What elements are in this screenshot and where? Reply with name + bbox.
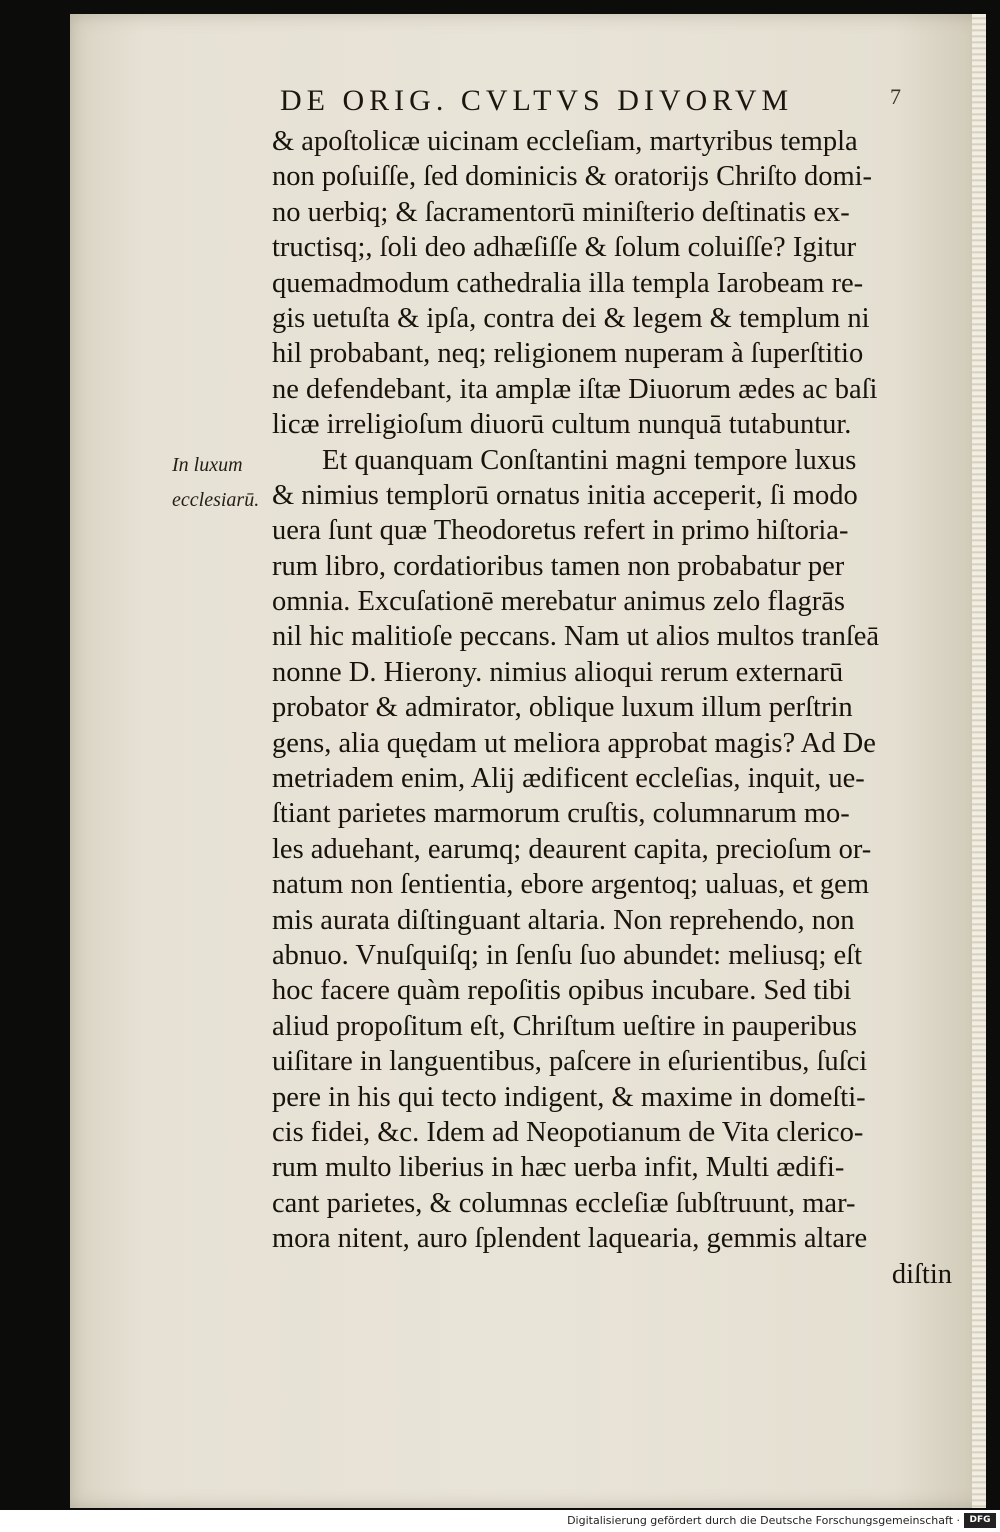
text-line: cant parietes, & columnas eccleſiæ ſubſtruunt, mar-: [272, 1187, 856, 1219]
text-line: gis uetuſta & ipſa, contra dei & legem & templum ni: [272, 302, 870, 334]
page-edges: [972, 14, 986, 1508]
text-line: hoc facere quàm repoſitis opibus incubare. Sed tibi: [272, 975, 852, 1007]
text-line: cis fidei, &c. Idem ad Neopotianum de Vita clerico-: [272, 1116, 864, 1148]
text-line: abnuo. Vnuſquiſq; in ſenſu ſuo abundet: meliusq; eſt: [272, 939, 862, 971]
running-head: DE ORIG. CVLTVS DIVORVM: [280, 84, 794, 117]
text-line: hil probabant, neq; religionem nuperam à ſuperſtitio: [272, 338, 864, 370]
marginal-note-line: In luxum: [172, 454, 243, 476]
text-line: mora nitent, auro ſplendent laquearia, gemmis altare: [272, 1223, 868, 1255]
text-line: uiſitare in languentibus, paſcere in eſurientibus, ſuſci: [272, 1046, 868, 1078]
text-line: quemadmodum cathedralia illa templa Iarobeam re-: [272, 267, 864, 299]
text-line: nil hic malitioſe peccans. Nam ut alios multos tranſeā: [272, 621, 880, 653]
text-line: natum non ſentientia, ebore argentoq; ualuas, et gem: [272, 869, 869, 901]
text-line: mis aurata diſtinguant altaria. Non reprehendo, non: [272, 904, 855, 936]
text-line: rum libro, cordatioribus tamen non probabatur per: [272, 550, 845, 582]
text-line: metriadem enim, Alij ædificent eccleſias, inquit, ue-: [272, 763, 865, 795]
text-line: & nimius templorū ornatus initia acceperit, ſi modo: [272, 479, 858, 511]
text-line: aliud propoſitum eſt, Chriſtum ueſtire in pauperibus: [272, 1010, 857, 1042]
text-line: rum multo liberius in hæc uerba infit, Multi ædifi-: [272, 1152, 845, 1184]
text-block: [272, 124, 972, 1292]
footer-bar: [0, 1510, 1000, 1532]
text-line: omnia. Excuſationē merebatur animus zelo flagrās: [272, 586, 845, 618]
text-line: no uerbiq; & ſacramentorū miniſterio deſtinatis ex-: [272, 196, 850, 228]
dfg-logo: DFG: [964, 1513, 996, 1528]
catchword: diſtin: [891, 1258, 952, 1290]
text-line: tructisq;, ſoli deo adhæſiſſe & ſolum coluiſſe? Igitur: [272, 232, 857, 264]
text-line: nonne D. Hierony. nimius alioqui rerum externarū: [272, 656, 844, 688]
text-line: ſtiant parietes marmorum cruſtis, columnarum mo-: [272, 798, 850, 830]
text-line: uera ſunt quæ Theodoretus refert in primo hiſtoria-: [272, 515, 849, 547]
marginal-note-line: ecclesiarū.: [172, 489, 260, 511]
text-line: & apoſtolicæ uicinam eccleſiam, martyribus templa: [272, 126, 858, 157]
text-line: probator & admirator, oblique luxum illum perſtrin: [272, 692, 853, 724]
text-line: licæ irreligioſum diuorū cultum nunquā tutabuntur.: [272, 409, 852, 441]
text-line: gens, alia quędam ut meliora approbat magis? Ad De: [272, 727, 876, 759]
text-line: Et quanquam Conſtantini magni tempore luxus: [322, 444, 857, 476]
text-line: pere in his qui tecto indigent, & maxime in domeſti-: [272, 1081, 866, 1113]
folio-mark: 7: [890, 84, 901, 109]
text-line: non poſuiſſe, ſed dominicis & oratorijs Chriſto domi-: [272, 161, 873, 193]
marginal-note: [172, 448, 259, 518]
text-line: ne defendebant, ita amplæ iſtæ Diuorum ædes ac baſi: [272, 373, 878, 405]
text-line: les aduehant, earumq; deaurent capita, precioſum or-: [272, 833, 872, 865]
footer-credit: Digitalisierung gefördert durch die Deutsche Forschungsgemeinschaft ·: [567, 1514, 960, 1527]
